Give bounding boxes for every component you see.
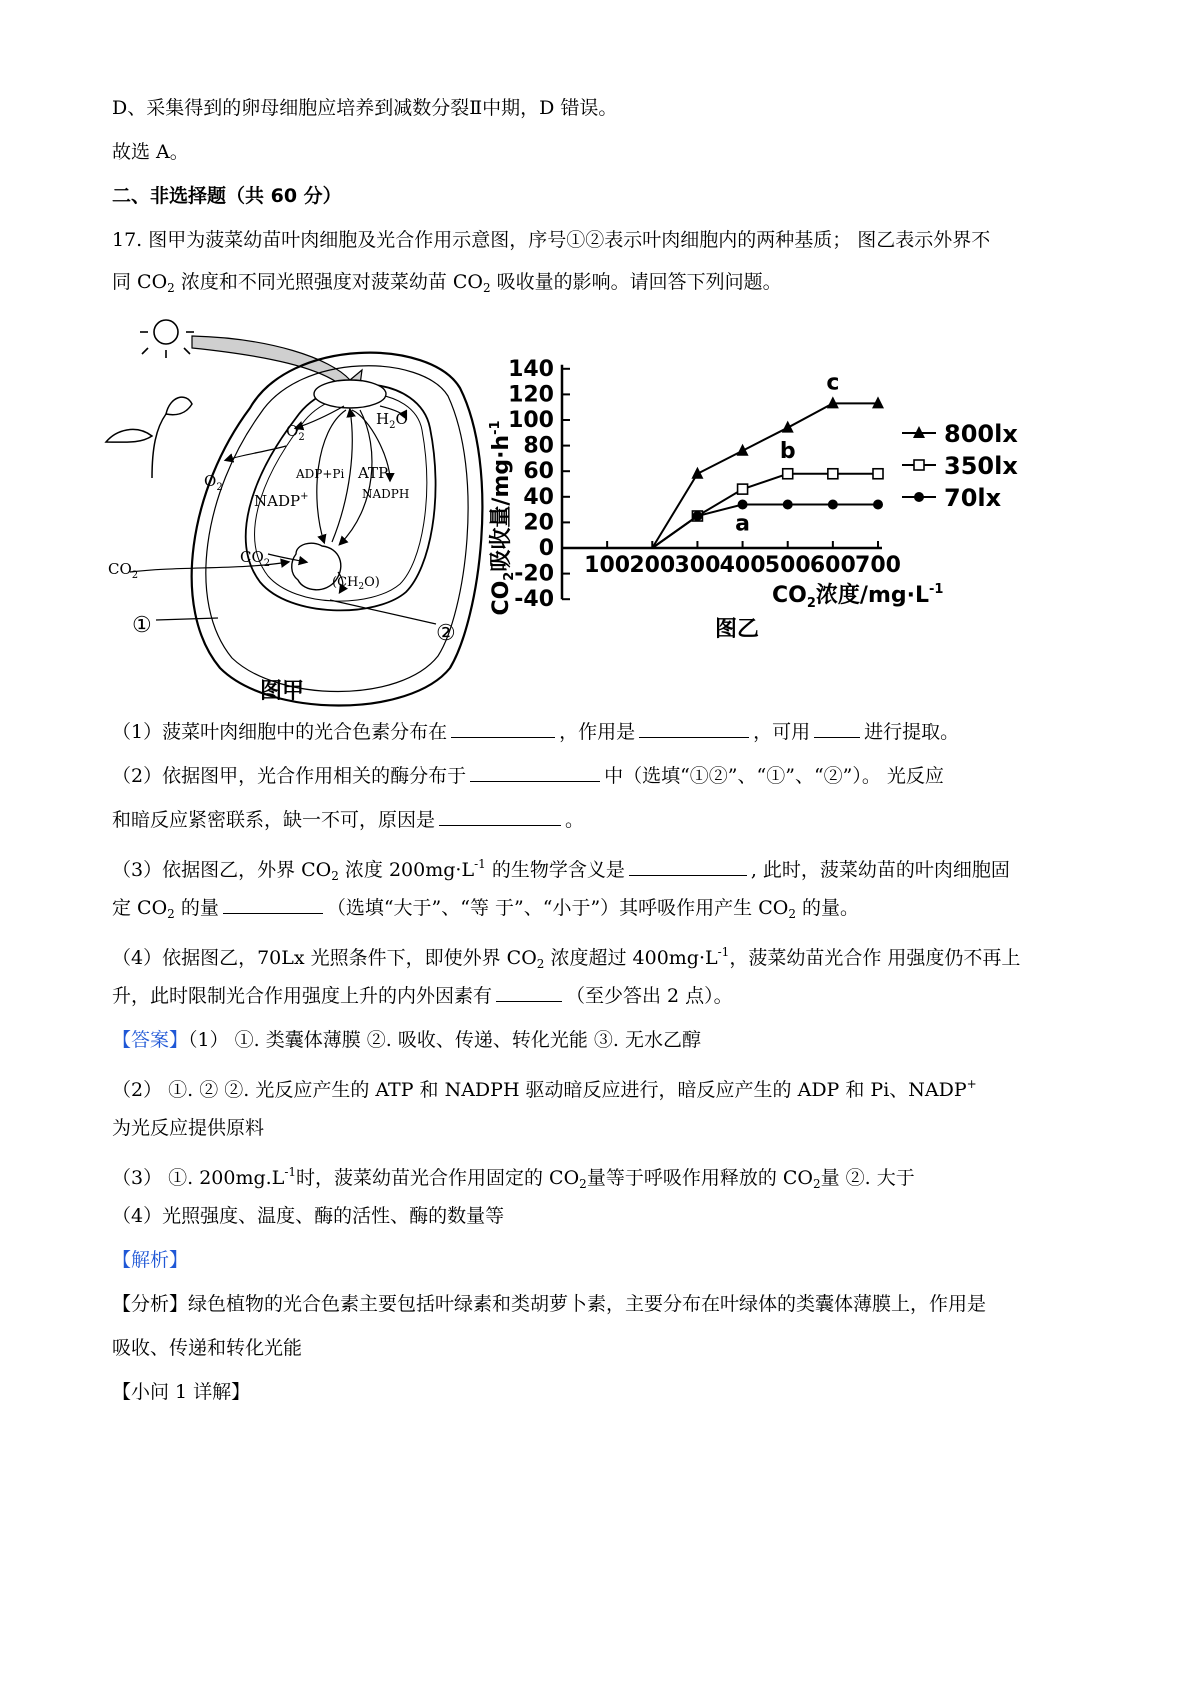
chart-x-tick-label: 400 <box>719 553 766 578</box>
blank-8[interactable] <box>496 983 562 1002</box>
answer-3: （3） ①. $200mg.L^{-1}$时，菠菜幼苗光合作用固定的 $CO_2$量等于呼吸作用释放的 $CO_2$量 ②. 大于 <box>112 1165 915 1191</box>
question-1: （1）菠菜叶肉细胞中的光合色素分布在 ，作用是 ，可用 进行提取。 <box>112 721 960 743</box>
question-2-line2: 和暗反应紧密联系，缺一不可，原因是 。 <box>112 809 585 831</box>
blank-3[interactable] <box>814 719 860 738</box>
answer-select-text: 故选 A。 <box>112 141 189 163</box>
blank-4[interactable] <box>470 763 600 782</box>
chart-legend-marker <box>914 492 924 502</box>
chart-point-70lx <box>738 499 748 509</box>
chart-point-800lx <box>691 467 703 479</box>
chart-point-800lx <box>872 396 884 408</box>
chart-y-tick-label: 60 <box>523 459 554 485</box>
question-3-line2: 定 $CO_2$ 的量 （选填“大于”、“等 于”、“小于”）其呼吸作用产生 $CO_2$ 的量。 <box>112 897 860 921</box>
chart-point-350lx <box>783 469 793 479</box>
chart-y-tick-label: 40 <box>523 484 554 510</box>
chart-y-tick-label: 100 <box>508 408 554 433</box>
o2-inner-label: $O_2$ <box>286 422 305 443</box>
chart-point-350lx <box>828 469 838 479</box>
chart-point-70lx <box>828 499 838 509</box>
atp-label: ATP <box>358 464 389 482</box>
h2o-label: $H_2O$ <box>376 410 408 431</box>
figure-b-chart <box>488 357 1018 642</box>
chart-y-tick-label: -40 <box>514 587 554 613</box>
chart-y-tick-label: 120 <box>508 382 554 408</box>
figure-area <box>100 318 1100 718</box>
chart-point-350lx <box>873 469 883 479</box>
analysis-line1: 【分析】绿色植物的光合色素主要包括叶绿素和类胡萝卜素，主要分布在叶绿体的类囊体薄膜上，作用是 <box>112 1293 987 1315</box>
analysis-tag: 【解析】 <box>112 1249 189 1271</box>
co2-outside-label: $CO_2$ <box>108 560 139 581</box>
chart-point-800lx <box>737 444 749 456</box>
chart-legend-label: 350lx <box>944 452 1018 480</box>
chart-y-tick-label: 80 <box>523 433 554 459</box>
o2-outer-label: $O_2$ <box>204 472 223 493</box>
chart-annotation-c: c <box>826 370 840 396</box>
chart-y-tick-label: 140 <box>508 356 554 382</box>
chart-x-tick-label: 700 <box>855 553 901 578</box>
blank-6[interactable] <box>629 857 747 876</box>
chart-point-800lx <box>827 396 839 408</box>
ch2o-label: $(CH_2O)$ <box>332 575 380 592</box>
answer-2-line2: 为光反应提供原料 <box>112 1117 265 1139</box>
chart-point-350lx <box>738 484 748 494</box>
chart-y-axis-label: $CO_2$吸收量$/mg\cdot h^{-1}$ <box>488 420 517 616</box>
chart-y-tick-label: 20 <box>523 510 554 536</box>
blank-5[interactable] <box>439 807 561 826</box>
chart-series-line-70lx <box>652 504 878 548</box>
chart-legend-marker <box>914 460 924 470</box>
chart-x-tick-label: 600 <box>809 553 856 578</box>
chart-y-tick-label: 0 <box>538 536 554 561</box>
answer-4: （4）光照强度、温度、酶的活性、酶的数量等 <box>112 1205 505 1227</box>
thylakoid <box>314 380 386 408</box>
chart-x-tick-label: 300 <box>674 553 721 578</box>
blank-7[interactable] <box>223 895 323 914</box>
chart-series-line-800lx <box>652 403 878 548</box>
chart-legend-label: 70lx <box>944 484 1002 512</box>
question-2-line1: （2）依据图甲，光合作用相关的酶分布于 中（选填“①②”、“①”、“②”）。 光反应 <box>112 765 944 787</box>
question-17-line1: 17. 图甲为菠菜幼苗叶肉细胞及光合作用示意图，序号①②表示叶肉细胞内的两种基质； 图乙表示外界不 <box>112 229 991 251</box>
chart-caption: 图乙 <box>715 617 760 642</box>
chart-annotation-a: a <box>735 511 751 537</box>
chart-point-800lx <box>782 421 794 433</box>
seedling-icon <box>106 397 192 478</box>
option-d-text: D、采集得到的卵母细胞应培养到减数分裂Ⅱ中期，D 错误。 <box>112 97 618 119</box>
chart-point-70lx <box>873 499 883 509</box>
question-4-line1: （4）依据图乙，70Lx 光照条件下，即使外界 $CO_2$ 浓度超过 $400mg\cdot L^{-1}$，菠菜幼苗光合作 用强度仍不再上 <box>112 945 1021 971</box>
chart-x-tick-label: 200 <box>629 553 676 578</box>
blank-2[interactable] <box>639 719 749 738</box>
chart-x-tick-label: 500 <box>764 553 811 578</box>
figure-a-caption: 图甲 <box>260 679 305 704</box>
chart-x-tick-label: 100 <box>584 553 631 578</box>
question-4-line2: 升，此时限制光合作用强度上升的内外因素有 （至少答出 2 点）。 <box>112 985 733 1007</box>
sun-icon <box>140 318 194 358</box>
answer-1: 【答案】（1） ①. 类囊体薄膜 ②. 吸收、传递、转化光能 ③. 无水乙醇 <box>112 1029 701 1051</box>
chart-series-line-350lx <box>652 474 878 548</box>
analysis-line2: 吸收、传递和转化光能 <box>112 1337 303 1359</box>
chart-y-tick-label: -20 <box>514 561 554 587</box>
nadph-label: NADPH <box>362 487 410 501</box>
chart-x-axis-label: $CO_2$浓度$/mg\cdot L^{-1}$ <box>772 582 944 611</box>
label-1: ① <box>132 613 152 638</box>
figure-a-diagram <box>106 318 482 706</box>
blank-1[interactable] <box>451 719 555 738</box>
chart-point-70lx <box>692 511 702 521</box>
adp-pi-label: ADP+Pi <box>296 467 345 481</box>
section-heading: 二、非选择题（共 60 分） <box>112 185 342 207</box>
question-3-line1: （3）依据图乙，外界 $CO_2$ 浓度 $200mg\cdot L^{-1}$ 的生物学含义是 , 此时，菠菜幼苗的叶肉细胞固 <box>112 857 1010 883</box>
chart-point-70lx <box>783 499 793 509</box>
subquestion-1-heading: 【小问 1 详解】 <box>112 1381 251 1403</box>
question-17-line2: 同 $CO_2$ 浓度和不同光照强度对菠菜幼苗 $CO_2$ 吸收量的影响。请回答下列问题。 <box>112 271 782 295</box>
answer-tag: 【答案】 <box>112 1029 189 1051</box>
label-2: ② <box>436 621 456 646</box>
chart-annotation-b: b <box>779 438 796 464</box>
answer-2-line1: （2） ①. ② ②. 光反应产生的 ATP 和 NADPH 驱动暗反应进行，暗反应产生的 ADP 和 Pi、NADP+ <box>112 1077 977 1101</box>
nadp-label: NADP+ <box>254 491 309 510</box>
chart-legend-label: 800lx <box>944 420 1018 448</box>
co2-inside-label: $CO_2$ <box>240 548 271 569</box>
